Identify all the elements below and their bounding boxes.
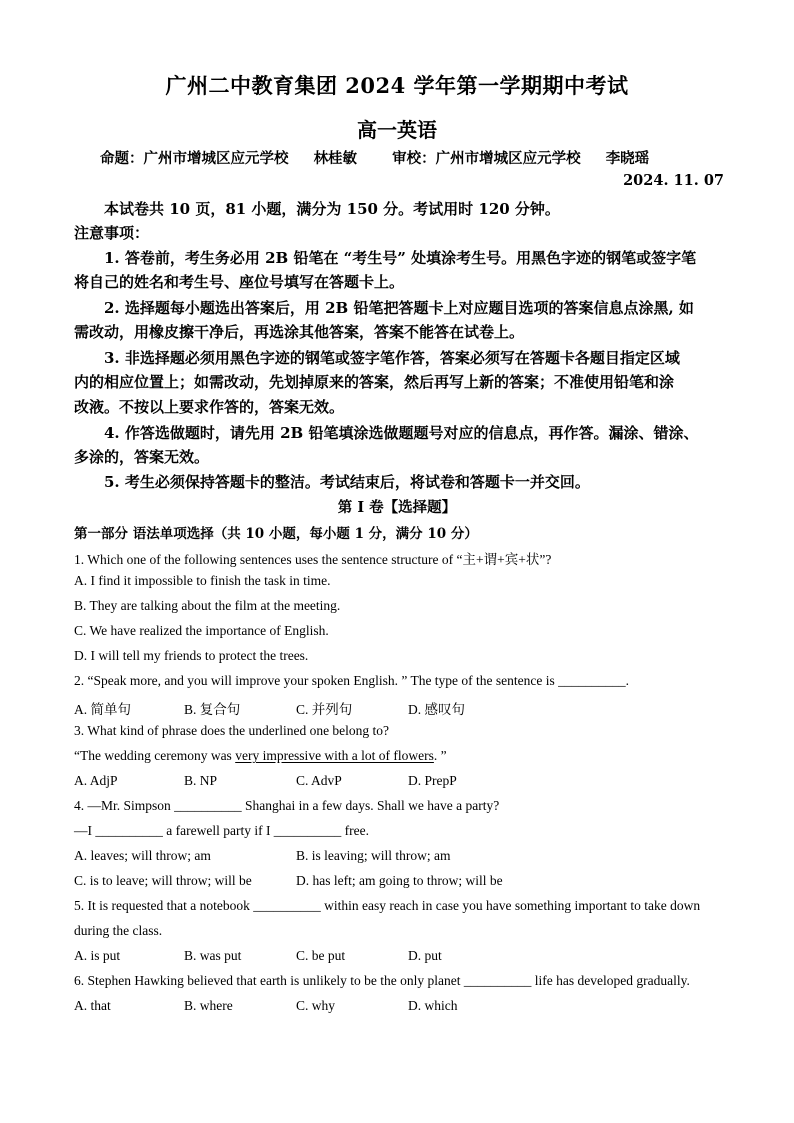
notice-2a: 2. 选择题每小题选出答案后，用 2B 铅笔把答题卡上对应题目选项的答案信息点涂黑, 如 [104, 299, 694, 317]
q5-option-a: A. is put [74, 948, 121, 963]
q5-option-d: D. put [408, 948, 442, 963]
exam-subtitle: 高一英语 [357, 118, 437, 142]
q6-option-d: D. which [408, 998, 458, 1013]
q1-option-a: A. I find it impossible to finish the task in time. [74, 573, 331, 588]
q3-option-a: A. AdjP [74, 773, 118, 788]
q4-stem-2: —I __________ a farewell party if I __________ free. [74, 823, 370, 838]
q6-stem: 6. Stephen Hawking believed that earth is unlikely to be the only planet __________ life has developed gradually. [74, 973, 690, 988]
q6-option-a: A. that [74, 998, 111, 1013]
author-line [100, 147, 669, 168]
notice-4b: 多涂的，答案无效。 [74, 448, 210, 466]
q3-option-d: D. PrepP [408, 773, 457, 788]
q5-stem-2: during the class. [74, 923, 163, 938]
q2-option-d: D. 感叹句 [408, 702, 465, 717]
reviewer-school: 审校：广州市增城区应元学校 [392, 150, 581, 167]
q4-option-d: D. has left; am going to throw; will be [296, 873, 503, 888]
q2-option-c: C. 并列句 [296, 702, 353, 717]
q3-option-c: C. AdvP [296, 773, 342, 788]
q1-option-b: B. They are talking about the film at the meeting. [74, 598, 341, 613]
q5-option-c: C. be put [296, 948, 346, 963]
q5-option-b: B. was put [184, 948, 242, 963]
intro-text: 本试卷共 10 页，81 小题，满分为 150 分。考试用时 120 分钟。 [104, 200, 560, 218]
exam-title: 广州二中教育集团 2024 学年第一学期期中考试 [165, 73, 629, 98]
notice-3a: 3. 非选择题必须用黑色字迹的钢笔或签字笔作答，答案必须写在答题卡各题目指定区域 [104, 349, 680, 367]
q1-stem: 1. Which one of the following sentences uses the sentence structure of “主+谓+宾+状”? [74, 552, 552, 567]
volume-heading: 第 Ⅰ 卷【选择题】 [337, 499, 457, 516]
q4-option-a: A. leaves; will throw; am [74, 848, 211, 863]
q4-option-b: B. is leaving; will throw; am [296, 848, 451, 863]
reviewer-name: 李晓瑶 [605, 150, 650, 167]
notice-2b: 需改动，用橡皮擦干净后，再选涂其他答案，答案不能答在试卷上。 [74, 323, 525, 341]
q2-stem: 2. “Speak more, and you will improve your spoken English. ” The type of the sentence is __________. [74, 673, 630, 688]
notice-1b: 将自己的姓名和考生号、座位号填写在答题卡上。 [74, 273, 405, 291]
author-school: 命题：广州市增城区应元学校 [100, 150, 289, 167]
notice-title: 注意事项： [74, 224, 150, 242]
q4-stem: 4. —Mr. Simpson __________ Shanghai in a few days. Shall we have a party? [74, 798, 500, 813]
q4-option-c: C. is to leave; will throw; will be [74, 873, 252, 888]
q6-option-c: C. why [296, 998, 336, 1013]
notice-1a: 1. 答卷前，考生务必用 2B 铅笔在 “考生号” 处填涂考生号。用黑色字迹的钢笔或签字笔 [104, 249, 697, 267]
q5-stem: 5. It is requested that a notebook __________ within easy reach in case you have something important to take down [74, 898, 701, 913]
q2-option-a: A. 简单句 [74, 702, 131, 717]
author-name: 林桂敏 [313, 150, 358, 167]
q1-option-d: D. I will tell my friends to protect the trees. [74, 648, 309, 663]
part1-heading: 第一部分 语法单项选择（共 10 小题，每小题 1 分，满分 10 分） [74, 526, 478, 542]
q3-stem: 3. What kind of phrase does the underlined one belong to? [74, 723, 390, 738]
q2-option-b: B. 复合句 [184, 702, 241, 717]
q6-option-b: B. where [184, 998, 233, 1013]
q1-option-c: C. We have realized the importance of English. [74, 623, 329, 638]
q3-quote [74, 748, 447, 764]
q3-option-b: B. NP [184, 773, 218, 788]
q3-quote-post: . ” [433, 748, 447, 763]
notice-4a: 4. 作答选做题时，请先用 2B 铅笔填涂选做题题号对应的信息点，再作答。漏涂、错涂、 [104, 424, 699, 442]
q3-underlined-phrase: very impressive with a lot of flowers [235, 748, 434, 763]
exam-date: 2024. 11. 07 [623, 172, 724, 189]
notice-3c: 改液。不按以上要求作答的，答案无效。 [74, 398, 345, 416]
notice-3b: 内的相应位置上；如需改动，先划掉原来的答案，然后再写上新的答案；不准使用铅笔和涂 [74, 373, 675, 391]
notice-5: 5. 考生必须保持答题卡的整洁。考试结束后，将试卷和答题卡一并交回。 [104, 473, 590, 491]
q3-quote-pre: “The wedding ceremony was [74, 748, 236, 763]
